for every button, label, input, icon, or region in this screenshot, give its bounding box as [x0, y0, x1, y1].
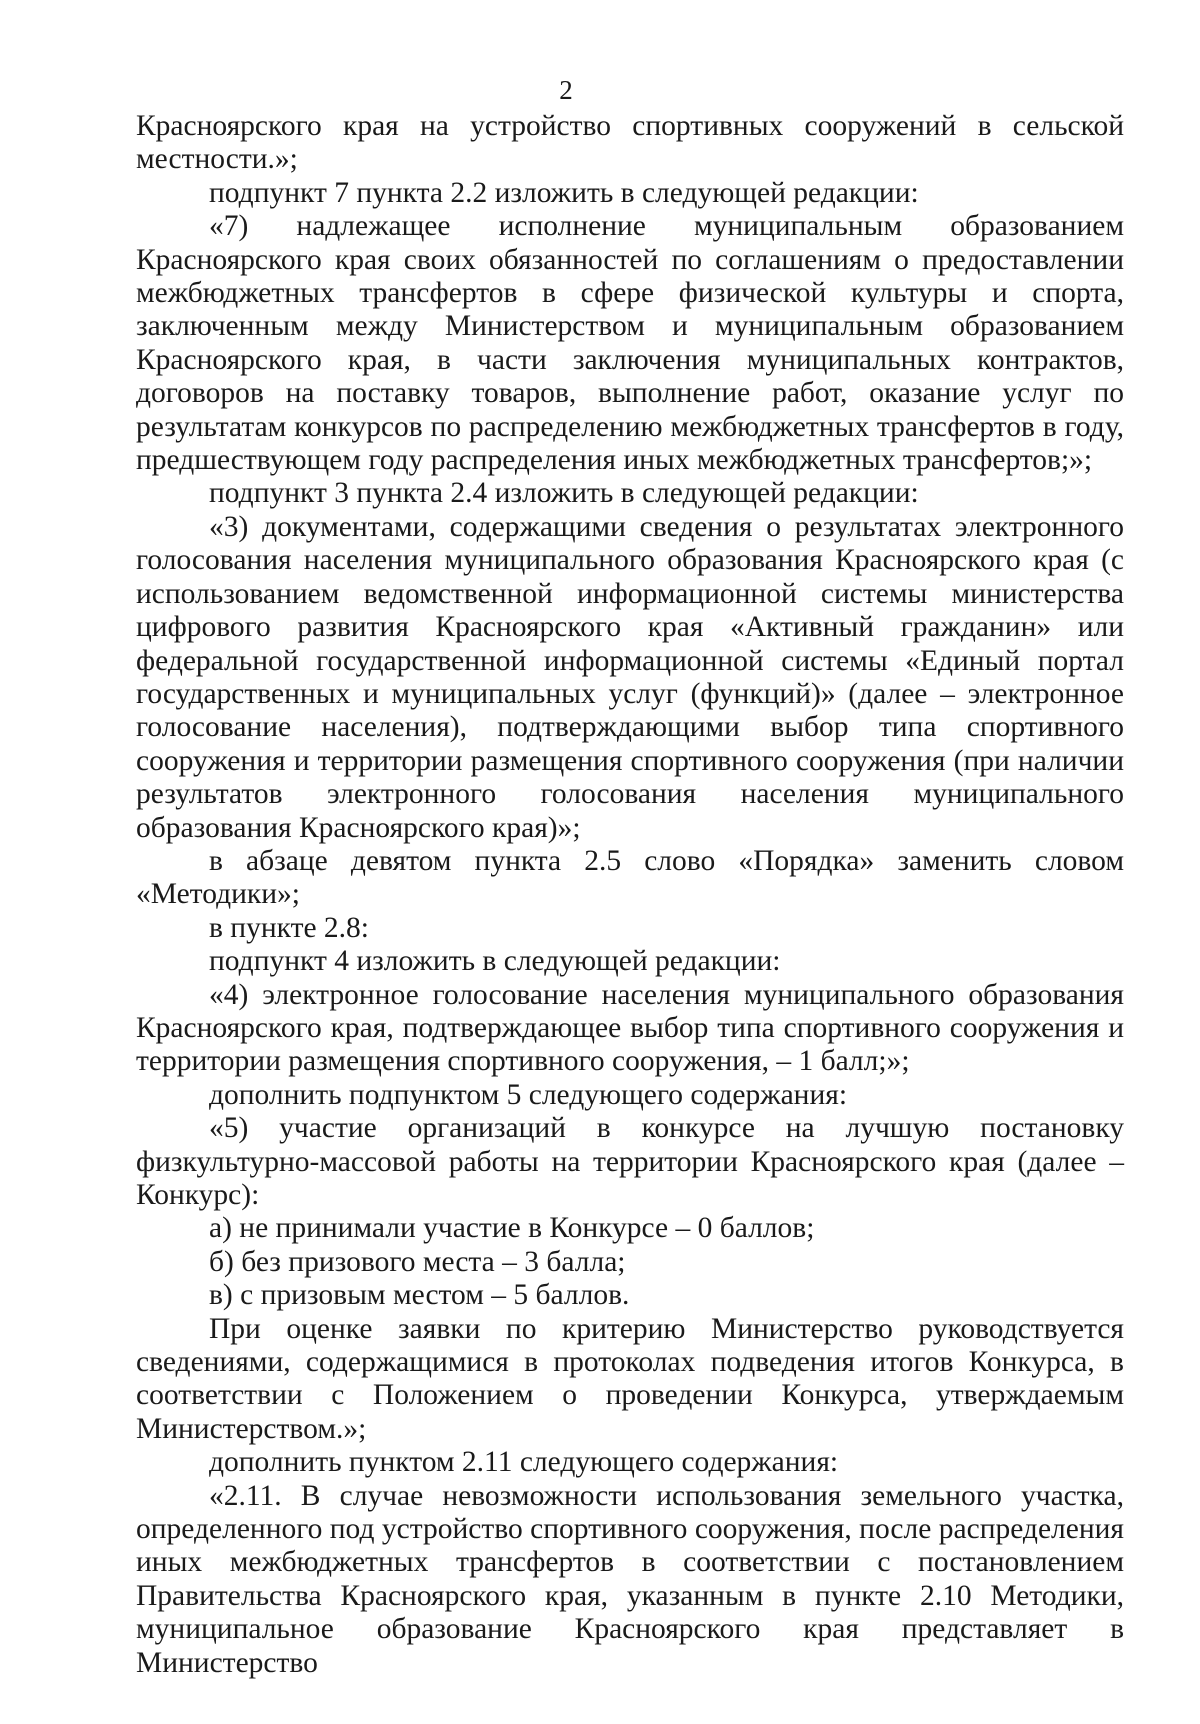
paragraph: «7) надлежащее исполнение муниципальным образованием Красноярского края своих обязанностей по соглашениям о предоставлении межбюджетных трансфертов в сфере физической культуры и спорта, заключенным между Министерством и муниципальным образованием Красноярского края, в части заключения муниципальных контрактов, договоров на поставку товаров, выполнение работ, оказание услуг по результатам конкурсов по распределению межбюджетных трансфертов в году, предшествующем году распределения иных межбюджетных трансфертов;»; — [136, 210, 1124, 477]
document-body — [136, 110, 1124, 1680]
paragraph: подпункт 7 пункта 2.2 изложить в следующей редакции: — [209, 176, 919, 209]
paragraph: а) не принимали участие в Конкурсе – 0 баллов; — [209, 1212, 815, 1245]
paragraph: «5) участие организаций в конкурсе на лучшую постановку физкультурно-массовой работы на территории Красноярского края (далее – Конкурс): — [136, 1112, 1124, 1211]
paragraph: При оценке заявки по критерию Министерство руководствуется сведениями, содержащимися в протоколах подведения итогов Конкурса, в соответствии с Положением о проведении Конкурса, утверждаемым Министерством.»; — [136, 1312, 1124, 1445]
paragraph: в абзаце девятом пункта 2.5 слово «Порядка» заменить словом «Методики»; — [136, 844, 1124, 911]
paragraph: дополнить подпунктом 5 следующего содержания: — [209, 1078, 848, 1111]
paragraph: «3) документами, содержащими сведения о результатах электронного голосования населения муниципального образования Красноярского края (с использованием ведомственной информационной системы министерства цифрового развития Красноярского края «Активный гражданин» или федеральной государственной информационной системы «Единый портал государственных и муниципальных услуг (функций)» (далее – электронное голосование населения), подтверждающими выбор типа спортивного сооружения и территории размещения спортивного сооружения (при наличии результатов электронного голосования населения муниципального образования Красноярского края)»; — [136, 510, 1124, 844]
paragraph: в) с призовым местом – 5 баллов. — [209, 1279, 630, 1312]
paragraph: подпункт 3 пункта 2.4 изложить в следующей редакции: — [209, 477, 919, 510]
paragraph: дополнить пунктом 2.11 следующего содержания: — [209, 1446, 839, 1479]
paragraph: подпункт 4 изложить в следующей редакции: — [209, 945, 781, 978]
paragraph: в пункте 2.8: — [209, 911, 370, 944]
paragraph: Красноярского края на устройство спортивных сооружений в сельской местности.»; — [136, 110, 1124, 176]
paragraph: «2.11. В случае невозможности использования земельного участка, определенного под устройство спортивного сооружения, после распределения иных межбюджетных трансфертов в соответствии с постановлением Правительства Красноярского края, указанным в пункте 2.10 Методики, муниципальное образование Красноярского края представляет в Министерство — [136, 1479, 1124, 1679]
page-number: 2 — [559, 75, 573, 105]
paragraph: б) без призового места – 3 балла; — [209, 1245, 626, 1278]
paragraph: «4) электронное голосование населения муниципального образования Красноярского края, подтверждающее выбор типа спортивного сооружения и территории размещения спортивного сооружения, – 1 балл;»; — [136, 978, 1124, 1078]
